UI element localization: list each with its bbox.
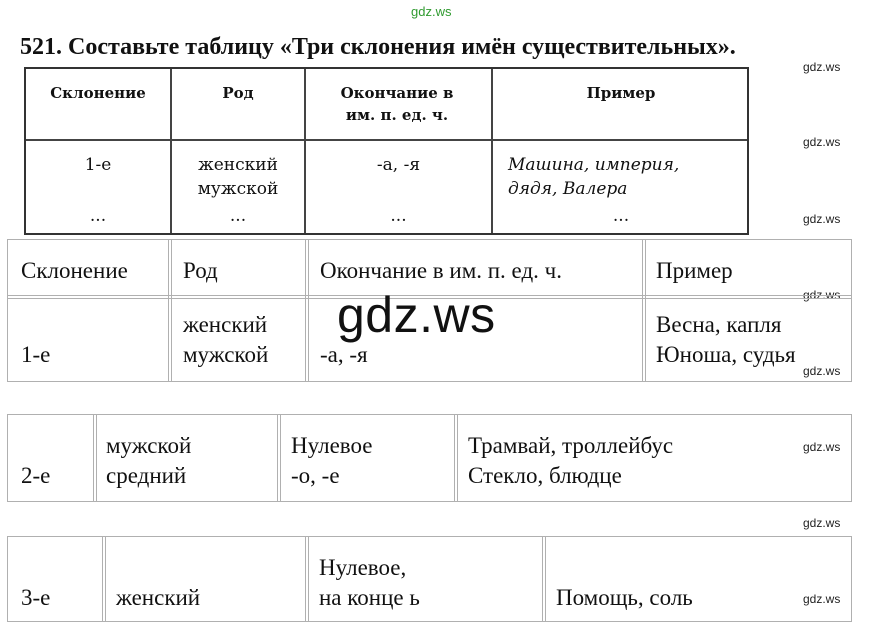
table1-cell-declension: 1-е	[21, 342, 51, 367]
book-cell-ending: -а, -я	[376, 155, 421, 175]
table2-cell-gender-1: мужской	[106, 433, 192, 458]
table3-cell-ending-1: Нулевое,	[319, 555, 407, 580]
watermark-side: gdz.ws	[803, 60, 841, 74]
table2-cell-example-1: Трамвай, троллейбус	[468, 433, 674, 458]
book-header-declension: Склонение	[50, 84, 146, 102]
book-ellipsis: ...	[390, 206, 407, 226]
table1-header-gender: Род	[183, 258, 218, 283]
table1-cell-ending: -а, -я	[320, 342, 368, 367]
table1-header-declension: Склонение	[21, 258, 128, 283]
watermark-side: gdz.ws	[803, 364, 841, 378]
watermark-side: gdz.ws	[803, 135, 841, 149]
table1-cell-gender-1: женский	[183, 312, 268, 337]
table1-cell-example-2: Юноша, судья	[656, 342, 796, 367]
table2-cell-ending-1: Нулевое	[291, 433, 373, 458]
table3-cell-declension: 3-е	[21, 585, 51, 610]
task-title: 521. Составьте таблицу «Три склонения имён существительных».	[20, 34, 736, 60]
watermark-side: gdz.ws	[803, 212, 841, 226]
watermark-side: gdz.ws	[803, 592, 841, 606]
table3-cell-ending-2: на конце ь	[319, 585, 420, 610]
watermark-top: gdz.ws	[411, 4, 452, 19]
table1-header-example: Пример	[656, 258, 733, 283]
table1-header-ending: Окончание в им. п. ед. ч.	[320, 258, 562, 283]
book-header-example: Пример	[586, 84, 656, 102]
book-ellipsis: ...	[89, 206, 107, 226]
answer-table-3	[7, 536, 852, 622]
answer-table-2	[7, 414, 852, 502]
book-cell-example-2: дядя, Валера	[508, 179, 628, 199]
book-cell-gender-2: мужской	[197, 179, 279, 199]
book-header-gender: Род	[222, 84, 254, 102]
book-cell-example-1: Машина, империя,	[508, 155, 680, 175]
book-ellipsis: ...	[229, 206, 247, 226]
table3-cell-gender: женский	[116, 585, 201, 610]
table2-cell-example-2: Стекло, блюдце	[468, 463, 622, 488]
table3-cell-example: Помощь, соль	[556, 585, 693, 610]
watermark-large: gdz.ws	[337, 287, 496, 343]
book-table	[24, 67, 749, 235]
table2-cell-gender-2: средний	[106, 463, 187, 488]
book-cell-declension: 1-е	[84, 155, 112, 175]
table1-cell-example-1: Весна, капля	[656, 312, 782, 337]
book-ellipsis: ...	[612, 206, 630, 226]
table1-cell-gender-2: мужской	[183, 342, 269, 367]
book-header-ending: Окончание в им. п. ед. ч.	[340, 84, 454, 124]
table2-cell-ending-2: -о, -е	[291, 463, 340, 488]
watermark-side: gdz.ws	[803, 516, 841, 530]
table2-cell-declension: 2-е	[21, 463, 51, 488]
watermark-side: gdz.ws	[803, 440, 841, 454]
book-cell-gender-1: женский	[198, 155, 278, 175]
watermark-side: gdz.ws	[803, 288, 841, 302]
